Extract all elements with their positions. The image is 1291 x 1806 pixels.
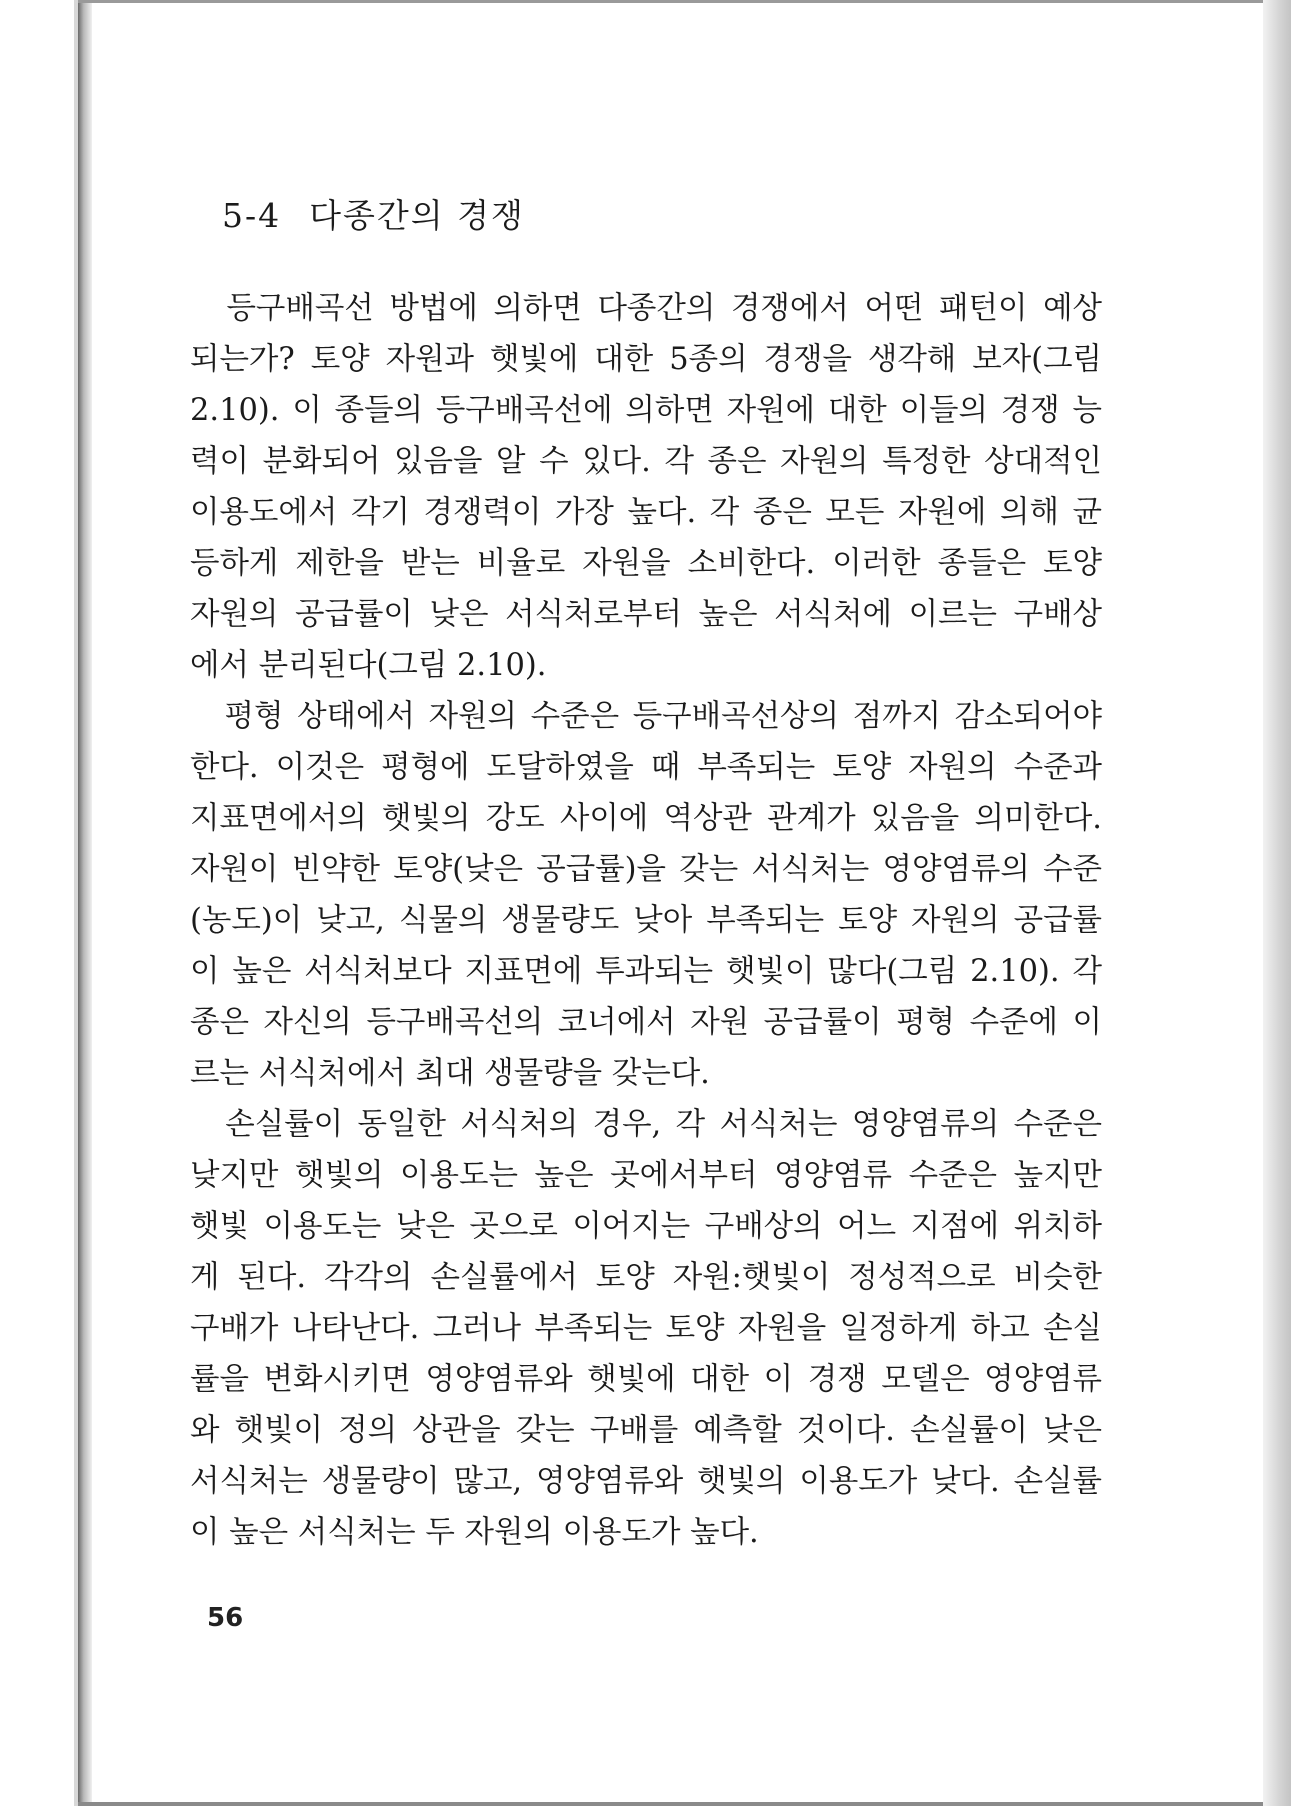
- text-line: 평형 상태에서 자원의 수준은 등구배곡선상의 점까지 감소되어야: [190, 699, 1102, 734]
- text-line: 2.10). 이 종들의 등구배곡선에 의하면 자원에 대한 이들의 경쟁 능: [190, 393, 1102, 428]
- text-line: 되는가? 토양 자원과 햇빛에 대한 5종의 경쟁을 생각해 보자(그림: [190, 342, 1102, 377]
- page-top-edge: [78, 0, 1278, 3]
- text-line: 자원의 공급률이 낮은 서식처로부터 높은 서식처에 이르는 구배상: [190, 597, 1102, 632]
- body-text: [190, 283, 1102, 1558]
- text-line: (농도)이 낮고, 식물의 생물량도 낮아 부족되는 토양 자원의 공급률: [190, 903, 1102, 938]
- text-line: 자원이 빈약한 토양(낮은 공급률)을 갖는 서식처는 영양염류의 수준: [190, 852, 1102, 887]
- paragraph-2: [190, 691, 1102, 1099]
- text-line: 등하게 제한을 받는 비율로 자원을 소비한다. 이러한 종들은 토양: [190, 546, 1102, 581]
- text-line: 서식처는 생물량이 많고, 영양염류와 햇빛의 이용도가 낮다. 손실률: [190, 1464, 1102, 1499]
- page-number: 56: [207, 1603, 244, 1633]
- text-line: 이용도에서 각기 경쟁력이 가장 높다. 각 종은 모든 자원에 의해 균: [190, 495, 1102, 530]
- paragraph-3: [190, 1099, 1102, 1558]
- text-line: 낮지만 햇빛의 이용도는 높은 곳에서부터 영양염류 수준은 높지만: [190, 1158, 1102, 1193]
- section-title: 다종간의 경쟁: [309, 196, 525, 235]
- text-line: 구배가 나타난다. 그러나 부족되는 토양 자원을 일정하게 하고 손실: [190, 1311, 1102, 1346]
- page-gutter-shadow: [78, 2, 92, 1802]
- text-line: 력이 분화되어 있음을 알 수 있다. 각 종은 자원의 특정한 상대적인: [190, 444, 1102, 479]
- text-line: 지표면에서의 햇빛의 강도 사이에 역상관 관계가 있음을 의미한다.: [190, 801, 1102, 836]
- text-line: 게 된다. 각각의 손실률에서 토양 자원:햇빛이 정성적으로 비슷한: [190, 1260, 1102, 1295]
- section-heading: [222, 190, 525, 237]
- text-line: 르는 서식처에서 최대 생물량을 갖는다.: [190, 1056, 710, 1091]
- text-line: 한다. 이것은 평형에 도달하였을 때 부족되는 토양 자원의 수준과: [190, 750, 1102, 785]
- page-bottom-edge: [78, 1802, 1278, 1806]
- section-number: 5-4: [222, 196, 282, 235]
- text-line: 이 높은 서식처는 두 자원의 이용도가 높다.: [190, 1515, 759, 1550]
- text-line: 종은 자신의 등구배곡선의 코너에서 자원 공급률이 평형 수준에 이: [190, 1005, 1102, 1040]
- text-line: 와 햇빛이 정의 상관을 갖는 구배를 예측할 것이다. 손실률이 낮은: [190, 1413, 1102, 1448]
- text-line: 이 높은 서식처보다 지표면에 투과되는 햇빛이 많다(그림 2.10). 각: [190, 954, 1102, 989]
- text-line: 등구배곡선 방법에 의하면 다종간의 경쟁에서 어떤 패턴이 예상: [190, 291, 1102, 326]
- text-line: 률을 변화시키면 영양염류와 햇빛에 대한 이 경쟁 모델은 영양염류: [190, 1362, 1102, 1397]
- text-line: 손실률이 동일한 서식처의 경우, 각 서식처는 영양염류의 수준은: [190, 1107, 1102, 1142]
- page-right-shadow: [1263, 0, 1291, 1806]
- text-line: 에서 분리된다(그림 2.10).: [190, 648, 547, 683]
- paragraph-1: [190, 283, 1102, 691]
- text-line: 햇빛 이용도는 낮은 곳으로 이어지는 구배상의 어느 지점에 위치하: [190, 1209, 1102, 1244]
